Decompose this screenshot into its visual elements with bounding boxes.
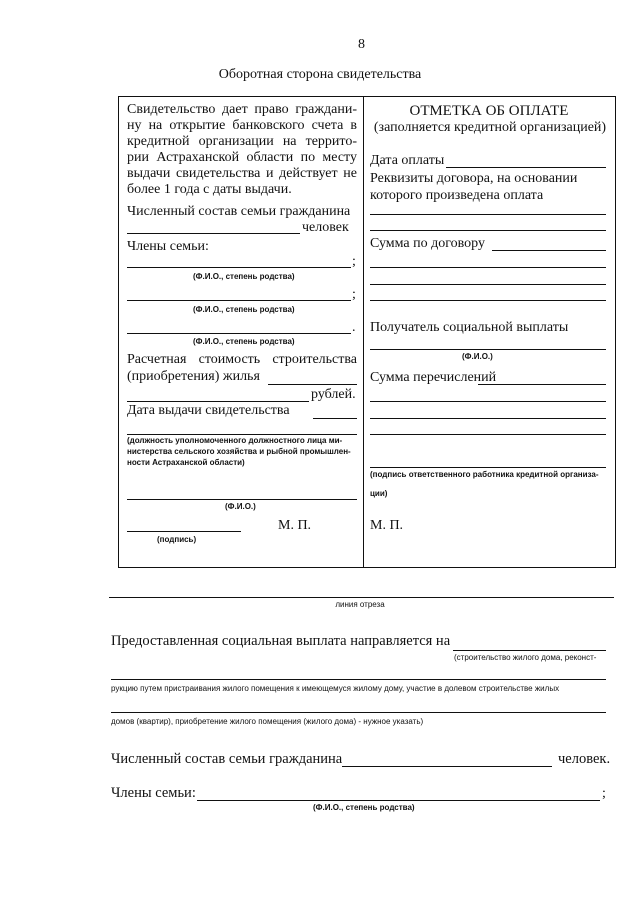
contract-details-label-1: Реквизиты договора, на основании <box>370 171 578 186</box>
payment-directed-text: Предоставленная социальная выплата направляется на <box>111 633 451 649</box>
cost-field-a[interactable] <box>268 384 357 385</box>
separator: . <box>352 320 356 335</box>
transfer-sum-field[interactable] <box>478 384 606 385</box>
official-fio-field[interactable] <box>127 499 357 500</box>
cut-line <box>109 597 614 598</box>
rubles-word: рублей. <box>311 387 356 402</box>
fio-caption: (Ф.И.О.) <box>462 352 493 361</box>
caption-line: нистерства сельского хозяйства и рыбной промышлен- <box>127 447 351 456</box>
member-field-2[interactable] <box>127 300 351 301</box>
bank-signature-field[interactable] <box>370 467 606 468</box>
signature-field[interactable] <box>127 531 241 532</box>
family-size-label: Численный состав семьи гражданина <box>127 204 351 219</box>
member-field-1[interactable] <box>127 267 351 268</box>
caption-line: ции) <box>370 489 388 498</box>
transfer-sum-field-2[interactable] <box>370 401 606 402</box>
caption-line: ности Астраханской области) <box>127 458 245 467</box>
intro-line: выдачи свидетельства и действует не <box>127 166 357 181</box>
contract-details-label-2: которого произведена оплата <box>370 188 544 203</box>
intro-line: более 1 года с даты выдачи. <box>127 182 292 197</box>
purpose-field[interactable] <box>453 650 606 651</box>
intro-line: рии Астраханской области по месту <box>127 150 357 165</box>
separator: ; <box>352 254 356 269</box>
family-size-label-bottom: Численный состав семьи гражданина <box>111 751 343 767</box>
cost-label-line2: (приобретения) жилья <box>127 369 260 384</box>
table-divider <box>363 96 364 567</box>
member-field-3[interactable] <box>127 333 351 334</box>
official-caption <box>127 435 359 468</box>
intro-line: кредитной организации на террито- <box>127 134 357 149</box>
contract-details-field-1[interactable] <box>370 214 606 215</box>
caption-line: (должность уполномоченного должностного лица ми- <box>127 436 343 445</box>
certificate-intro <box>127 102 357 198</box>
intro-line: ну на открытие банковского счета в <box>127 118 357 133</box>
intro-line: Свидетельство дает право граждани- <box>127 102 357 117</box>
signature-caption: (подпись) <box>157 535 197 544</box>
payment-mark-subtitle: (заполняется кредитной организацией) <box>373 120 607 135</box>
transfer-sum-label: Сумма перечислений <box>370 370 497 385</box>
recipient-field[interactable] <box>370 349 606 350</box>
purpose-caption-1: (строительство жилого дома, реконст- <box>454 653 597 662</box>
cost-field-b[interactable] <box>127 401 309 402</box>
separator: ; <box>602 786 606 801</box>
cut-line-caption: линия отреза <box>335 600 385 609</box>
page-title: Оборотная сторона свидетельства <box>218 67 422 82</box>
payment-date-field[interactable] <box>446 167 606 168</box>
payment-date-label: Дата оплаты <box>370 153 445 168</box>
contract-sum-field-4[interactable] <box>370 300 606 301</box>
contract-sum-field-3[interactable] <box>370 284 606 285</box>
cost-label-line1: Расчетная стоимость строительства <box>127 352 357 367</box>
family-size-field-bottom[interactable] <box>342 766 552 767</box>
contract-sum-label: Сумма по договору <box>370 236 485 251</box>
family-size-field[interactable] <box>127 233 300 234</box>
transfer-sum-field-3[interactable] <box>370 418 606 419</box>
stamp-place-left: М. П. <box>278 518 312 533</box>
purpose-field-3[interactable] <box>111 712 606 713</box>
recipient-label: Получатель социальной выплаты <box>370 320 569 335</box>
persons-word-bottom: человек. <box>558 751 611 767</box>
fio-degree-caption: (Ф.И.О., степень родства) <box>193 337 295 346</box>
contract-sum-field[interactable] <box>492 250 606 251</box>
separator: ; <box>352 287 356 302</box>
purpose-field-2[interactable] <box>111 679 606 680</box>
caption-line: (подпись ответственного работника кредитной организа- <box>370 470 599 479</box>
purpose-caption-3: домов (квартир), приобретение жилого помещения (жилого дома) - нужное указать) <box>111 717 424 726</box>
fio-degree-caption: (Ф.И.О., степень родства) <box>193 305 295 314</box>
members-label: Члены семьи: <box>127 239 209 254</box>
bank-signature-caption <box>370 469 610 499</box>
stamp-place-right: М. П. <box>370 518 404 533</box>
contract-details-field-2[interactable] <box>370 230 606 231</box>
persons-word: человек <box>302 220 349 235</box>
fio-degree-caption-bottom: (Ф.И.О., степень родства) <box>313 803 415 812</box>
issue-date-field[interactable] <box>313 418 357 419</box>
transfer-sum-field-4[interactable] <box>370 434 606 435</box>
payment-mark-title: ОТМЕТКА ОБ ОПЛАТЕ <box>409 103 569 119</box>
purpose-caption-2: рукцию путем пристраивания жилого помещения к имеющемуся жилому дому, участие в долевом строительстве жилых <box>111 684 560 693</box>
fio-degree-caption: (Ф.И.О., степень родства) <box>193 272 295 281</box>
contract-sum-field-2[interactable] <box>370 267 606 268</box>
members-label-bottom: Члены семьи: <box>111 785 196 801</box>
fio-caption: (Ф.И.О.) <box>225 502 256 511</box>
issue-date-label: Дата выдачи свидетельства <box>127 403 290 418</box>
page-number: 8 <box>358 37 365 52</box>
members-field-bottom[interactable] <box>197 800 600 801</box>
